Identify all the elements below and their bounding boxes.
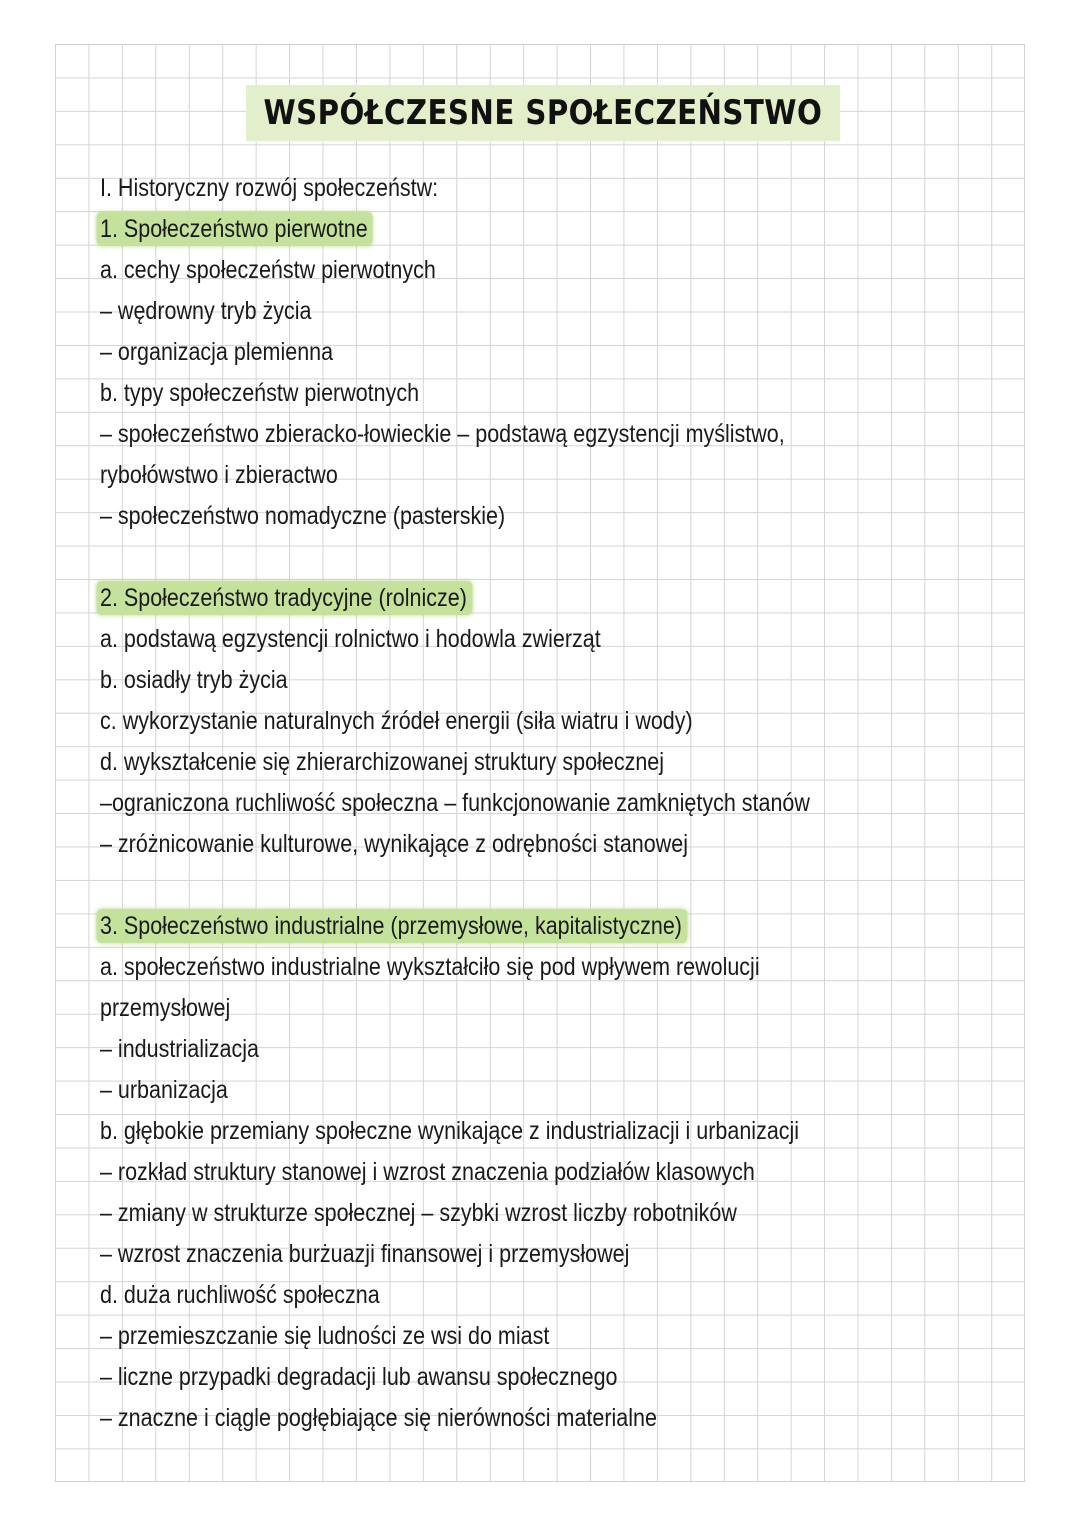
note-line: – zmiany w strukturze społecznej – szybki wzrost liczby robotników (100, 1199, 737, 1227)
section-heading-2 (100, 578, 874, 619)
page-title: WSPÓŁCZESNE SPOŁECZEŃSTWO (263, 93, 823, 133)
note-line: – organizacja plemienna (100, 338, 334, 366)
note-line: rybołówstwo i zbieractwo (100, 461, 338, 489)
title-highlight (246, 85, 840, 141)
note-line: – wędrowny tryb życia (100, 297, 312, 325)
section-heading-highlight: 2. Społeczeństwo tradycyjne (rolnicze) (97, 581, 472, 615)
note-line: – industrializacja (100, 1035, 259, 1063)
note-line: – rozkład struktury stanowej i wzrost znaczenia podziałów klasowych (100, 1158, 755, 1186)
note-line: – przemieszczanie się ludności ze wsi do miast (100, 1322, 550, 1350)
note-line: b. osiadły tryb życia (100, 666, 288, 694)
note-line: a. społeczeństwo industrialne wykształciło się pod wpływem rewolucji (100, 953, 760, 981)
note-line: – urbanizacja (100, 1076, 228, 1104)
section-heading-highlight: 1. Społeczeństwo pierwotne (97, 212, 373, 246)
note-line: – zróżnicowanie kulturowe, wynikające z odrębności stanowej (100, 830, 688, 858)
intro-heading: I. Historyczny rozwój społeczeństw: (100, 174, 439, 202)
note-line: – liczne przypadki degradacji lub awansu społecznego (100, 1363, 618, 1391)
note-line: przemysłowej (100, 994, 231, 1022)
note-line: – społeczeństwo zbieracko-łowieckie – podstawą egzystencji myślistwo, (100, 420, 785, 448)
section-heading-highlight: 3. Społeczeństwo industrialne (przemysłowe, kapitalistyczne) (97, 909, 688, 943)
spacer (100, 865, 1000, 906)
note-line: d. duża ruchliwość społeczna (100, 1281, 380, 1309)
note-line: c. wykorzystanie naturalnych źródeł energii (siła wiatru i wody) (100, 707, 693, 735)
note-line: b. typy społeczeństw pierwotnych (100, 379, 420, 407)
note-line: –ograniczona ruchliwość społeczna – funkcjonowanie zamkniętych stanów (100, 789, 810, 817)
note-line: d. wykształcenie się zhierarchizowanej struktury społecznej (100, 748, 665, 776)
spacer (100, 537, 1000, 578)
note-line: – znaczne i ciągle pogłębiające się nierówności materialne (100, 1404, 657, 1432)
note-line: – społeczeństwo nomadyczne (pasterskie) (100, 502, 506, 530)
section-heading-3 (100, 906, 874, 947)
notes-body (100, 168, 1000, 1439)
note-line: a. cechy społeczeństw pierwotnych (100, 256, 436, 284)
section-heading-1 (100, 209, 874, 250)
note-line: b. głębokie przemiany społeczne wynikające z industrializacji i urbanizacji (100, 1117, 800, 1145)
note-line: – wzrost znaczenia burżuazji finansowej i przemysłowej (100, 1240, 630, 1268)
note-line: a. podstawą egzystencji rolnictwo i hodowla zwierząt (100, 625, 601, 653)
